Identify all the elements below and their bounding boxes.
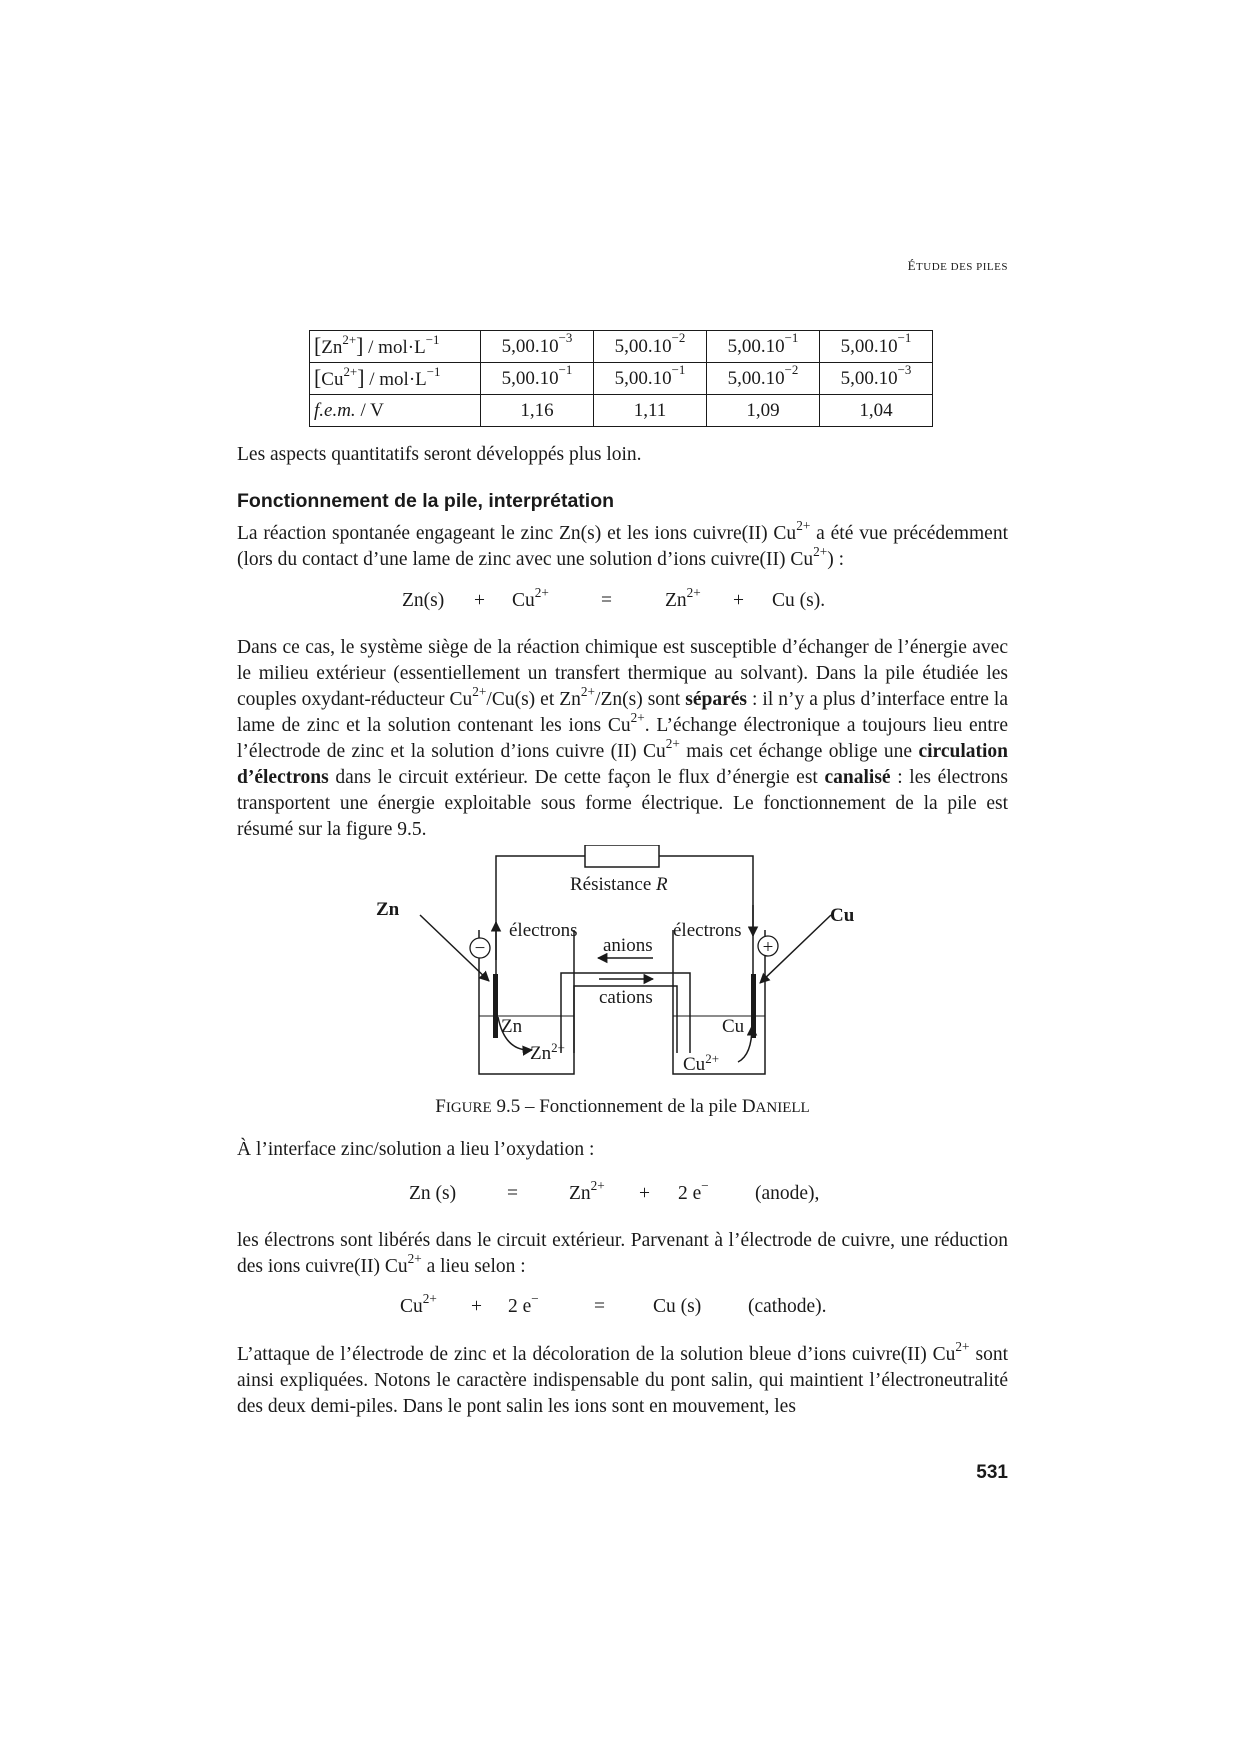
page-number: 531 <box>976 1462 1008 1483</box>
table-cell: 1,16 <box>481 395 594 427</box>
figure-caption: FIGURE 9.5 – Fonctionnement de la pile DANIELL <box>435 1096 810 1117</box>
anions-label: anions <box>603 935 653 956</box>
zn-electrode-label: Zn <box>501 1016 523 1037</box>
table-cell: 1,11 <box>594 395 707 427</box>
paragraph-quantitative: Les aspects quantitatifs seront développés plus loin. <box>237 444 642 465</box>
table-cell: $5,00.10^{-3}$ <box>481 331 594 363</box>
table-cell: 1,04 <box>820 395 933 427</box>
table-row <box>310 331 933 363</box>
table-cell: 1,09 <box>707 395 820 427</box>
table-cell: $5,00.10^{-3}$ <box>820 363 933 395</box>
table-cell: $5,00.10^{-1}$ <box>594 363 707 395</box>
table-cell: $5,00.10^{-2}$ <box>594 331 707 363</box>
row-label-fem: f.e.m. / V <box>310 395 481 427</box>
paragraph-oxidation: À l’interface zinc/solution a lieu l’oxydation : <box>237 1139 595 1160</box>
table-cell: $5,00.10^{-1}$ <box>820 331 933 363</box>
cations-label: cations <box>599 987 653 1008</box>
resistance-label: Résistance R <box>570 874 668 895</box>
paragraph-system: Dans ce cas, le système siège de la réaction chimique est susceptible d’échanger de l’énergie avec le milieu extérieur (essentiellement un transfert thermique au solvant). Dans la pile étudiée les couples oxydant-réducteur $Cu^{2+}/Cu(s)$ et $Zn^{2+}/Zn(s)$ sont séparés : il n’y a plus d’interface entre la lame de zinc et la solution contenant les ions $Cu^{2+}$. L’échange électronique a toujours lieu entre l’électrode de zinc et la solution d’ions cuivre (II) $Cu^{2+}$ mais cet échange oblige une circulation d’électrons dans le circuit extérieur. De cette façon le flux d’énergie est canalisé : les électrons transportent une énergie exploitable sous forme électrique. Le fonctionnement de la pile est résumé sur la figure 9.5. <box>237 637 1009 840</box>
electrons-left-label: électrons <box>509 920 578 941</box>
table-row <box>310 395 933 427</box>
minus-sign-label: − <box>474 938 486 959</box>
paragraph-electrons: les électrons sont libérés dans le circuit extérieur. Parvenant à l’électrode de cuivre, une réduction des ions cuivre(II) $Cu^{2+}$ a lieu selon : <box>237 1230 1008 1277</box>
daniell-cell-figure <box>370 845 870 1100</box>
cu-ion-label: $Cu^{2+}$ <box>683 1051 720 1075</box>
table-cell: $5,00.10^{-1}$ <box>707 331 820 363</box>
section-heading: Fonctionnement de la pile, interprétation <box>237 490 615 512</box>
paragraph-final: L’attaque de l’électrode de zinc et la décoloration de la solution bleue d’ions cuivre(II) $Cu^{2+}$ sont ainsi expliquées. Notons le caractère indispensable du pont salin, qui maintient l’électroneutralité des deux demi-piles. Dans le pont salin les ions sont en mouvement, les <box>237 1338 1009 1417</box>
resistor <box>585 845 659 867</box>
electrons-right-label: électrons <box>673 920 742 941</box>
table-cell: $5,00.10^{-1}$ <box>481 363 594 395</box>
row-label-zn: $[Zn^{2+}] / mol\cdot L^{-1}$ <box>310 331 481 363</box>
concentration-table <box>309 330 933 427</box>
zinc-electrode <box>493 974 498 1038</box>
running-head: ÉTUDE DES PILES <box>907 258 1008 273</box>
salt-bridge <box>561 973 690 1053</box>
plus-sign-label: + <box>762 937 774 958</box>
row-label-cu: $[Cu^{2+}] / mol\cdot L^{-1}$ <box>310 363 481 395</box>
cu-label: Cu <box>830 905 855 926</box>
table-cell: $5,00.10^{-2}$ <box>707 363 820 395</box>
zn-ion-label: $Zn^{2+}$ <box>530 1040 565 1064</box>
table-row <box>310 363 933 395</box>
cu-electrode-label: Cu <box>722 1016 745 1037</box>
paragraph-reaction: La réaction spontanée engageant le zinc Zn(s) et les ions cuivre(II) $Cu^{2+}$ a été vue précédemment (lors du contact d’une lame de zinc avec une solution d’ions cuivre(II) $Cu^{2+}$) : <box>237 517 1008 570</box>
zn-label: Zn <box>376 899 400 920</box>
